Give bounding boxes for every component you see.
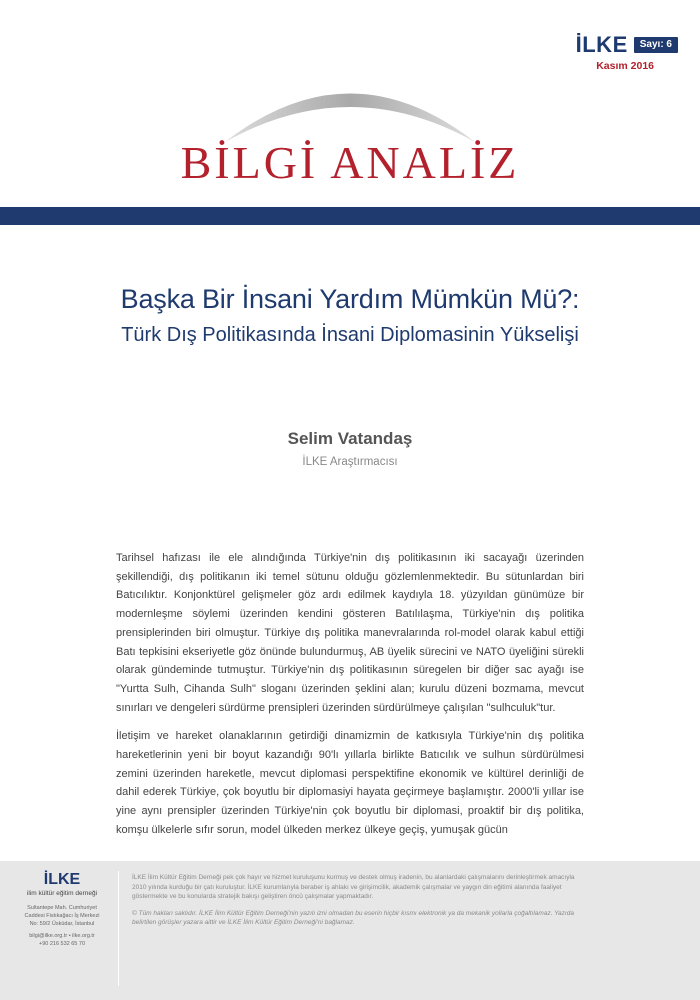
copyright-text: © Tüm hakları saklıdır. İLKE İlim Kültür Eğitim Derneği'nin yazılı izni olmadan bu eserin hiçbir kısmı elektronik ya da mekanik yollarla çoğaltılamaz. Yazıda belirtilen görüşler yazara aittir ve İLKE İlim Kültür Eğitim Derneği'ni bağlamaz. [132,909,574,926]
footer-contact-block [14,871,110,948]
ilke-logo: İLKE [575,32,628,57]
footer-divider [118,871,119,986]
phone-number: +90 216 532 65 70 [38,941,86,947]
contact-info: bilgi@ilke.org.tr • ilke.org.tr [29,933,95,939]
article-title: Başka Bir İnsani Yardım Mümkün Mü?: [120,284,580,314]
paragraph: İletişim ve hareket olanaklarının getirdiği dinamizmin de katkısıyla Türkiye'nin dış politika hareketlerinin yeni bir boyut kazandığı 90'lı yıllarla birlikte Batıcılık ve sulhun sürdürülmesi zemini üzerinden hareketle, mevcut diplomasi perspektifine ekonomik ve kültürel derinliği de dahil ederek Türkiye, çok boyutlu bir diplomasiyi hayata geçirmeye başlamıştır. 2000'li yıllar ise yine aynı prensipler üzerinden Türkiye'nin çok boyutlu bir diplomasi, proaktif bir dış politika, komşu ülkelerle sıfır sorun, model ülkeden merkez ülkeye geçiş, yumuşak gücün [116,730,584,836]
author-name: Selim Vatandaş [287,429,413,448]
header-band [0,207,700,225]
publication-title: BİLGİ ANALİZ [180,137,520,188]
author-affiliation: İLKE Araştırmacısı [302,456,398,468]
address-line: Sultantepe Mah. Cumhuriyet [27,905,97,911]
paragraph: Tarihsel hafızası ile ele alındığında Türkiye'nin dış politikasının iki sacayağı üzerinden şekillendiği, dış politikanın iki temel sütunu olduğu gözlemlenmektedir. Bu sütunlardan biri Batıcılıktır. Konjonktürel gelişmeler göz ardı edilmek kaydıyla 18. yüzyıldan günümüze bir modernleşme söylemi üzerinden kendini gösteren Batılılaşma, Türkiye'nin dış politika prensiplerinden biri olmuştur. Türkiye dış politika manevralarında rol-model olarak kabul ettiği Batı tepkisini ekseriyetle göz önünde bulundurmuş, AB üyelik sürecini ve NATO üyeliğini sürekli olarak gündeminde tutmuştur. Türkiye'nin dış politikasının süregelen bir diğer sac ayağı ise "Yurtta Sulh, Cihanda Sulh" sloganı üzerinden şeklini alan; kurulu düzeni bozmama, mevcut sınırları ve dengeleri sürdürme prensipleri üzerinden sürdürülmeye çalışılan "sulhculuk"tur. [116,552,584,714]
about-text: İLKE İlim Kültür Eğitim Derneği pek çok hayır ve hizmet kuruluşunu kurmuş ve destek olmuş iradenin, bu alanlardaki çalışmalarını derinleştirmek amacıyla 2010 yılında kurduğu bir çatı kuruluştur. İLKE kurumlarıyla beraber iş ahlakı ve girişimcilik, akademik çalışmalar ve yaygın din eğitimi alanında faaliyet göstermekte ve bu konularda stratejik bakışı geliştiren öncü çalışmalar yapmaktadır. [132,874,575,900]
address-line: No: 59/2 Üsküdar, İstanbul [29,921,95,927]
article-body [116,549,584,850]
brand-badge [568,34,678,72]
issue-number: Sayı: 6 [634,37,678,53]
footer-org-name: ilim kültür eğitim derneği [26,890,98,897]
address-line: Caddesi Fistıkağacı İş Merkezi [24,913,100,919]
footer-text-block [132,873,587,935]
issue-date: Kasım 2016 [596,60,654,72]
footer-ilke-logo: İLKE [43,871,81,888]
article-subtitle: Türk Dış Politikasında İnsani Diplomasinin Yükselişi [121,324,579,346]
footer [0,861,700,1000]
